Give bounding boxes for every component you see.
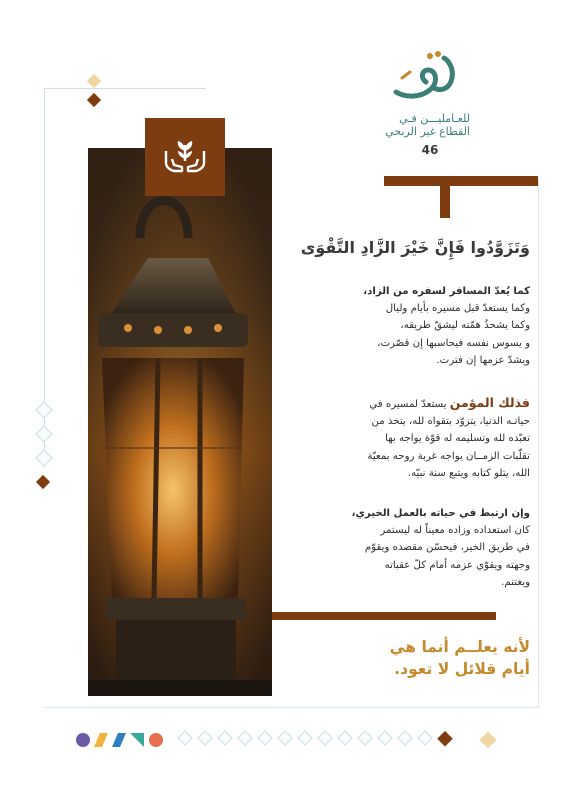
paragraph-line: تعبّده لله وتسليمه له قوّة يواجه بها	[385, 433, 530, 445]
logo-line-1: للعـامليـــن فـي	[399, 112, 470, 125]
paragraph-line: تقلّبات الزمــان يواجه غربة روحه بمعيّة	[367, 450, 530, 462]
decor-diamond-gold	[87, 74, 101, 88]
decor-diamond-brown	[36, 475, 50, 489]
paragraph-1-lead: كما يُعدّ المسافر لسفره من الزاد،	[363, 286, 530, 297]
paragraph-line: حياتـه الدنيا، يتزوّد بتقواه لله، يتخذ من	[371, 416, 530, 428]
logo-line-2: القطاع غير الربحي	[385, 125, 470, 138]
paragraph-3-lead: وإن ارتبط في حياته بالعمل الخيري،	[351, 508, 530, 519]
paragraph-line: في طريق الخير، فيحسّن مقصده ويقوّم	[364, 542, 530, 554]
paragraph-2-lead: فذلك المؤمن	[449, 395, 530, 410]
paragraph-line: وكما يشحذُ همّته ليشقّ طريقه،	[400, 320, 530, 332]
paragraph-2-first-line-rest: يستعدّ لمسيره في	[369, 399, 450, 410]
paragraph-line: الله، يتلو كتابه ويتبع سنة نبيّه.	[407, 467, 530, 479]
quote-line-2: أيام قلائل لا تعود.	[394, 660, 530, 678]
hands-plant-icon	[162, 137, 208, 177]
paragraph-3	[280, 505, 530, 591]
quote-line-1: لأنه يعلــم أنما هي	[389, 638, 530, 656]
diamond-row-icon	[176, 730, 466, 750]
decor-bar-bottom	[272, 612, 496, 620]
lantern-photo	[88, 148, 272, 696]
paragraph-line: ويشدّ عزمها إن فترت.	[436, 354, 530, 366]
paragraph-line: وكما يستعدّ قبل مسيره بأيام وليال	[385, 303, 530, 315]
paragraph-line: و يسوس نفسه فيحاسبها إن قصّرت،	[377, 337, 530, 349]
footer-shapes	[74, 731, 170, 749]
logo-calligraphy-icon	[388, 48, 462, 108]
icon-box	[145, 118, 225, 196]
paragraph-line: وجهته ويقوّي عزمه أمام كلّ عقباته	[384, 559, 530, 571]
page-number: 46	[421, 143, 439, 157]
paragraph-line: ويغتنم.	[501, 576, 530, 588]
frame-line-right	[538, 180, 539, 708]
decor-bar-horizontal	[384, 176, 538, 186]
decor-bar-vertical	[440, 186, 450, 218]
page-title: وَتَزَوَّدُوا فَإِنَّ خَيْرَ الزَّادِ التَّقْوَى	[300, 238, 530, 257]
color-shapes-icon	[74, 731, 170, 749]
paragraph-1	[280, 283, 530, 369]
decor-diamond-outline	[36, 450, 53, 467]
frame-line-bottom	[44, 707, 538, 708]
paragraph-2	[280, 394, 530, 482]
lantern-illustration	[88, 148, 272, 696]
paragraph-2-first-line	[280, 394, 530, 413]
logo-subtitle	[370, 112, 470, 138]
logo-mark	[388, 48, 462, 108]
closing-quote	[300, 636, 530, 680]
decor-diamond-gold	[480, 732, 497, 749]
decor-diamond-outline	[36, 426, 53, 443]
frame-line-top	[44, 88, 206, 89]
decor-diamond-outline	[36, 402, 53, 419]
decor-diamond-brown	[87, 93, 101, 107]
paragraph-line: كان استعداده وزاده معيناً له ليستمر	[380, 525, 530, 537]
footer-diamond-row	[176, 730, 466, 750]
